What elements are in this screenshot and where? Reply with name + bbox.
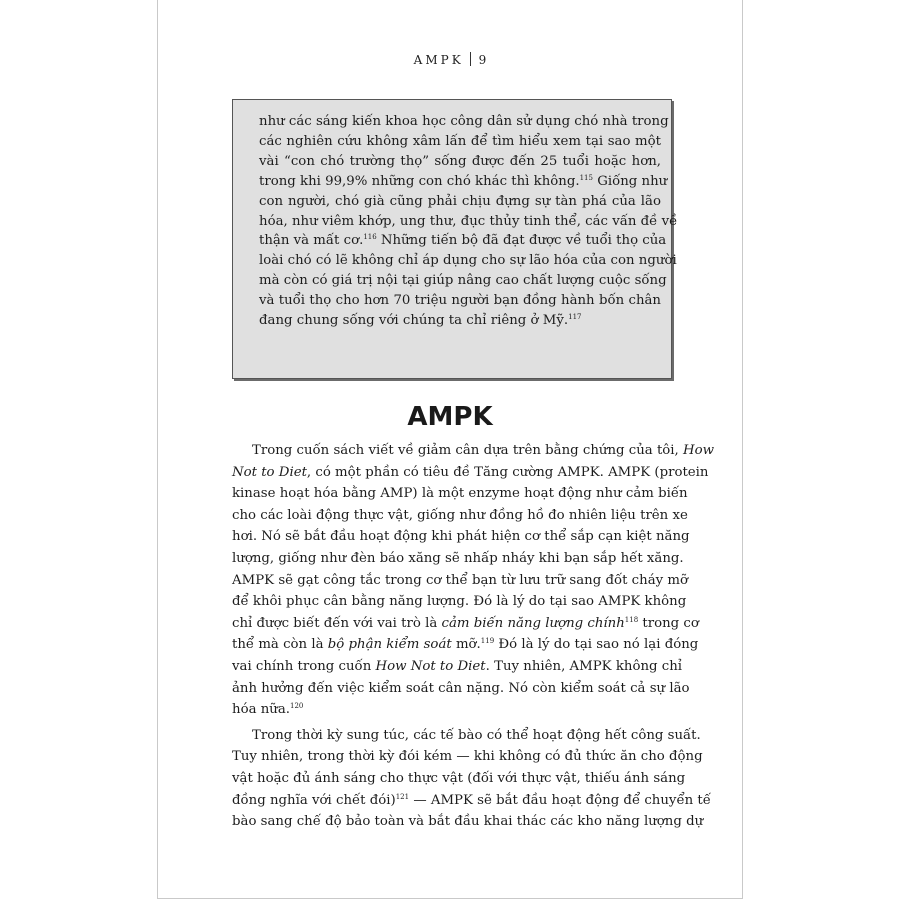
sidebar-box <box>232 99 678 379</box>
body-text-run: — AMPK sẽ bắt đầu hoạt động để chuyển tế <box>409 792 711 808</box>
sidebar-line <box>259 231 667 251</box>
body-line <box>232 790 711 812</box>
italic-term: cảm biến năng lượng chính <box>441 615 625 631</box>
book-title: How Not to Diet <box>375 658 486 674</box>
sidebar-line: hóa, như viêm khớp, ung thư, đục thủy tinh thể, các vấn đề về <box>259 213 678 229</box>
book-title: How <box>683 443 715 458</box>
body-line: cho các loài động thực vật, giống như đồng hồ đo nhiên liệu trên xe <box>232 507 688 523</box>
body-text-run: trong cơ <box>638 615 699 631</box>
sidebar-line <box>259 311 661 331</box>
body-line: AMPK sẽ gạt công tắc trong cơ thể bạn từ lưu trữ sang đốt cháy mỡ <box>232 572 688 588</box>
footnote-marker: 116 <box>363 233 377 242</box>
sidebar-line: các nghiên cứu không xâm lấn để tìm hiểu xem tại sao một <box>259 133 661 149</box>
body-line: kinase hoạt hóa bằng AMP) là một enzyme hoạt động như cảm biến <box>232 486 688 502</box>
body-line <box>232 440 715 462</box>
body-text-run: thể mà còn là <box>232 637 324 653</box>
paragraph-1 <box>232 440 715 721</box>
footnote-marker: 120 <box>290 702 304 711</box>
body-text-run: Trong cuốn sách viết về giảm cân dựa trên bằng chứng của tôi, <box>252 443 679 458</box>
body-line: lượng, giống như đèn báo xăng sẽ nhấp nháy khi bạn sắp hết xăng. <box>232 550 684 566</box>
footnote-marker: 117 <box>568 313 582 322</box>
body-line <box>232 462 709 484</box>
body-line: ảnh hưởng đến việc kiểm soát cân nặng. Nó còn kiểm soát cả sự lão <box>232 680 690 696</box>
body-text-run: hóa nữa. <box>232 702 291 718</box>
footnote-marker: 118 <box>624 615 639 624</box>
body-line <box>232 656 683 678</box>
sidebar-line: vài “con chó trường thọ” sống được đến 25 tuổi hoặc hơn, <box>259 153 661 169</box>
body-text-run: Đó là lý do tại sao nó lại đóng <box>494 637 699 653</box>
body-text <box>232 440 715 833</box>
body-line <box>232 634 699 656</box>
body-line: Tuy nhiên, trong thời kỳ đói kém — khi không có đủ thức ăn cho động <box>232 749 703 765</box>
sidebar-text: đang chung sống với chúng ta chỉ riêng ở Mỹ. <box>259 313 569 329</box>
body-text-run: đồng nghĩa với chết đói) <box>232 792 396 808</box>
body-line: để khôi phục cân bằng năng lượng. Đó là lý do tại sao AMPK không <box>232 594 687 610</box>
italic-term: bộ phận kiểm soát <box>327 637 452 653</box>
body-text-run: mỡ. <box>451 637 481 653</box>
section-heading: AMPK <box>407 402 493 432</box>
sidebar-line: con người, chó già cũng phải chịu đựng sự tàn phá của lão <box>259 193 661 209</box>
body-line: vật hoặc đủ ánh sáng cho thực vật (đối với thực vật, thiếu ánh sáng <box>232 770 686 786</box>
sidebar-text: trong khi 99,9% những con chó khác thì không. <box>259 173 580 189</box>
body-text-run: vai chính trong cuốn <box>232 658 372 674</box>
footnote-marker: 119 <box>480 637 495 646</box>
body-text-run: chỉ được biết đến với vai trò là <box>232 615 438 631</box>
footnote-marker: 115 <box>579 173 593 182</box>
footnote-marker: 121 <box>395 792 410 801</box>
body-line: bào sang chế độ bảo toàn và bắt đầu khai thác các kho năng lượng dự <box>232 814 704 830</box>
book-title: Not to Diet <box>232 464 307 480</box>
sidebar-text: thận và mất cơ. <box>259 233 364 249</box>
running-head <box>158 52 742 67</box>
body-text-run: , có một phần có tiêu đề Tăng cường AMPK. AMPK (protein <box>306 464 709 480</box>
body-line <box>232 613 699 635</box>
book-page <box>157 0 743 899</box>
sidebar-text: Những tiến bộ đã đạt được về tuổi thọ của <box>376 233 667 249</box>
sidebar-line: mà còn có giá trị nội tại giúp nâng cao chất lượng cuộc sống <box>259 273 667 289</box>
sidebar-line: loài chó có lẽ không chỉ áp dụng cho sự lão hóa của con người <box>259 253 677 269</box>
sidebar-line: như các sáng kiến khoa học công dân sử dụng chó nhà trong <box>259 114 669 129</box>
body-line: Trong thời kỳ sung túc, các tế bào có thể hoạt động hết công suất. <box>252 727 701 743</box>
body-text-run: . Tuy nhiên, AMPK không chỉ <box>485 658 683 674</box>
body-line <box>232 699 672 721</box>
sidebar-line <box>259 172 668 192</box>
sidebar-text: Giống như <box>592 173 668 189</box>
running-head-title: AMPK <box>413 53 464 67</box>
running-head-divider <box>470 52 471 66</box>
paragraph-2 <box>232 725 711 833</box>
sidebar-line: và tuổi thọ cho hơn 70 triệu người bạn đồng hành bốn chân <box>259 293 661 309</box>
page-number: 9 <box>478 53 487 67</box>
body-line: hơi. Nó sẽ bắt đầu hoạt động khi phát hiện cơ thể sắp cạn kiệt năng <box>232 529 690 545</box>
